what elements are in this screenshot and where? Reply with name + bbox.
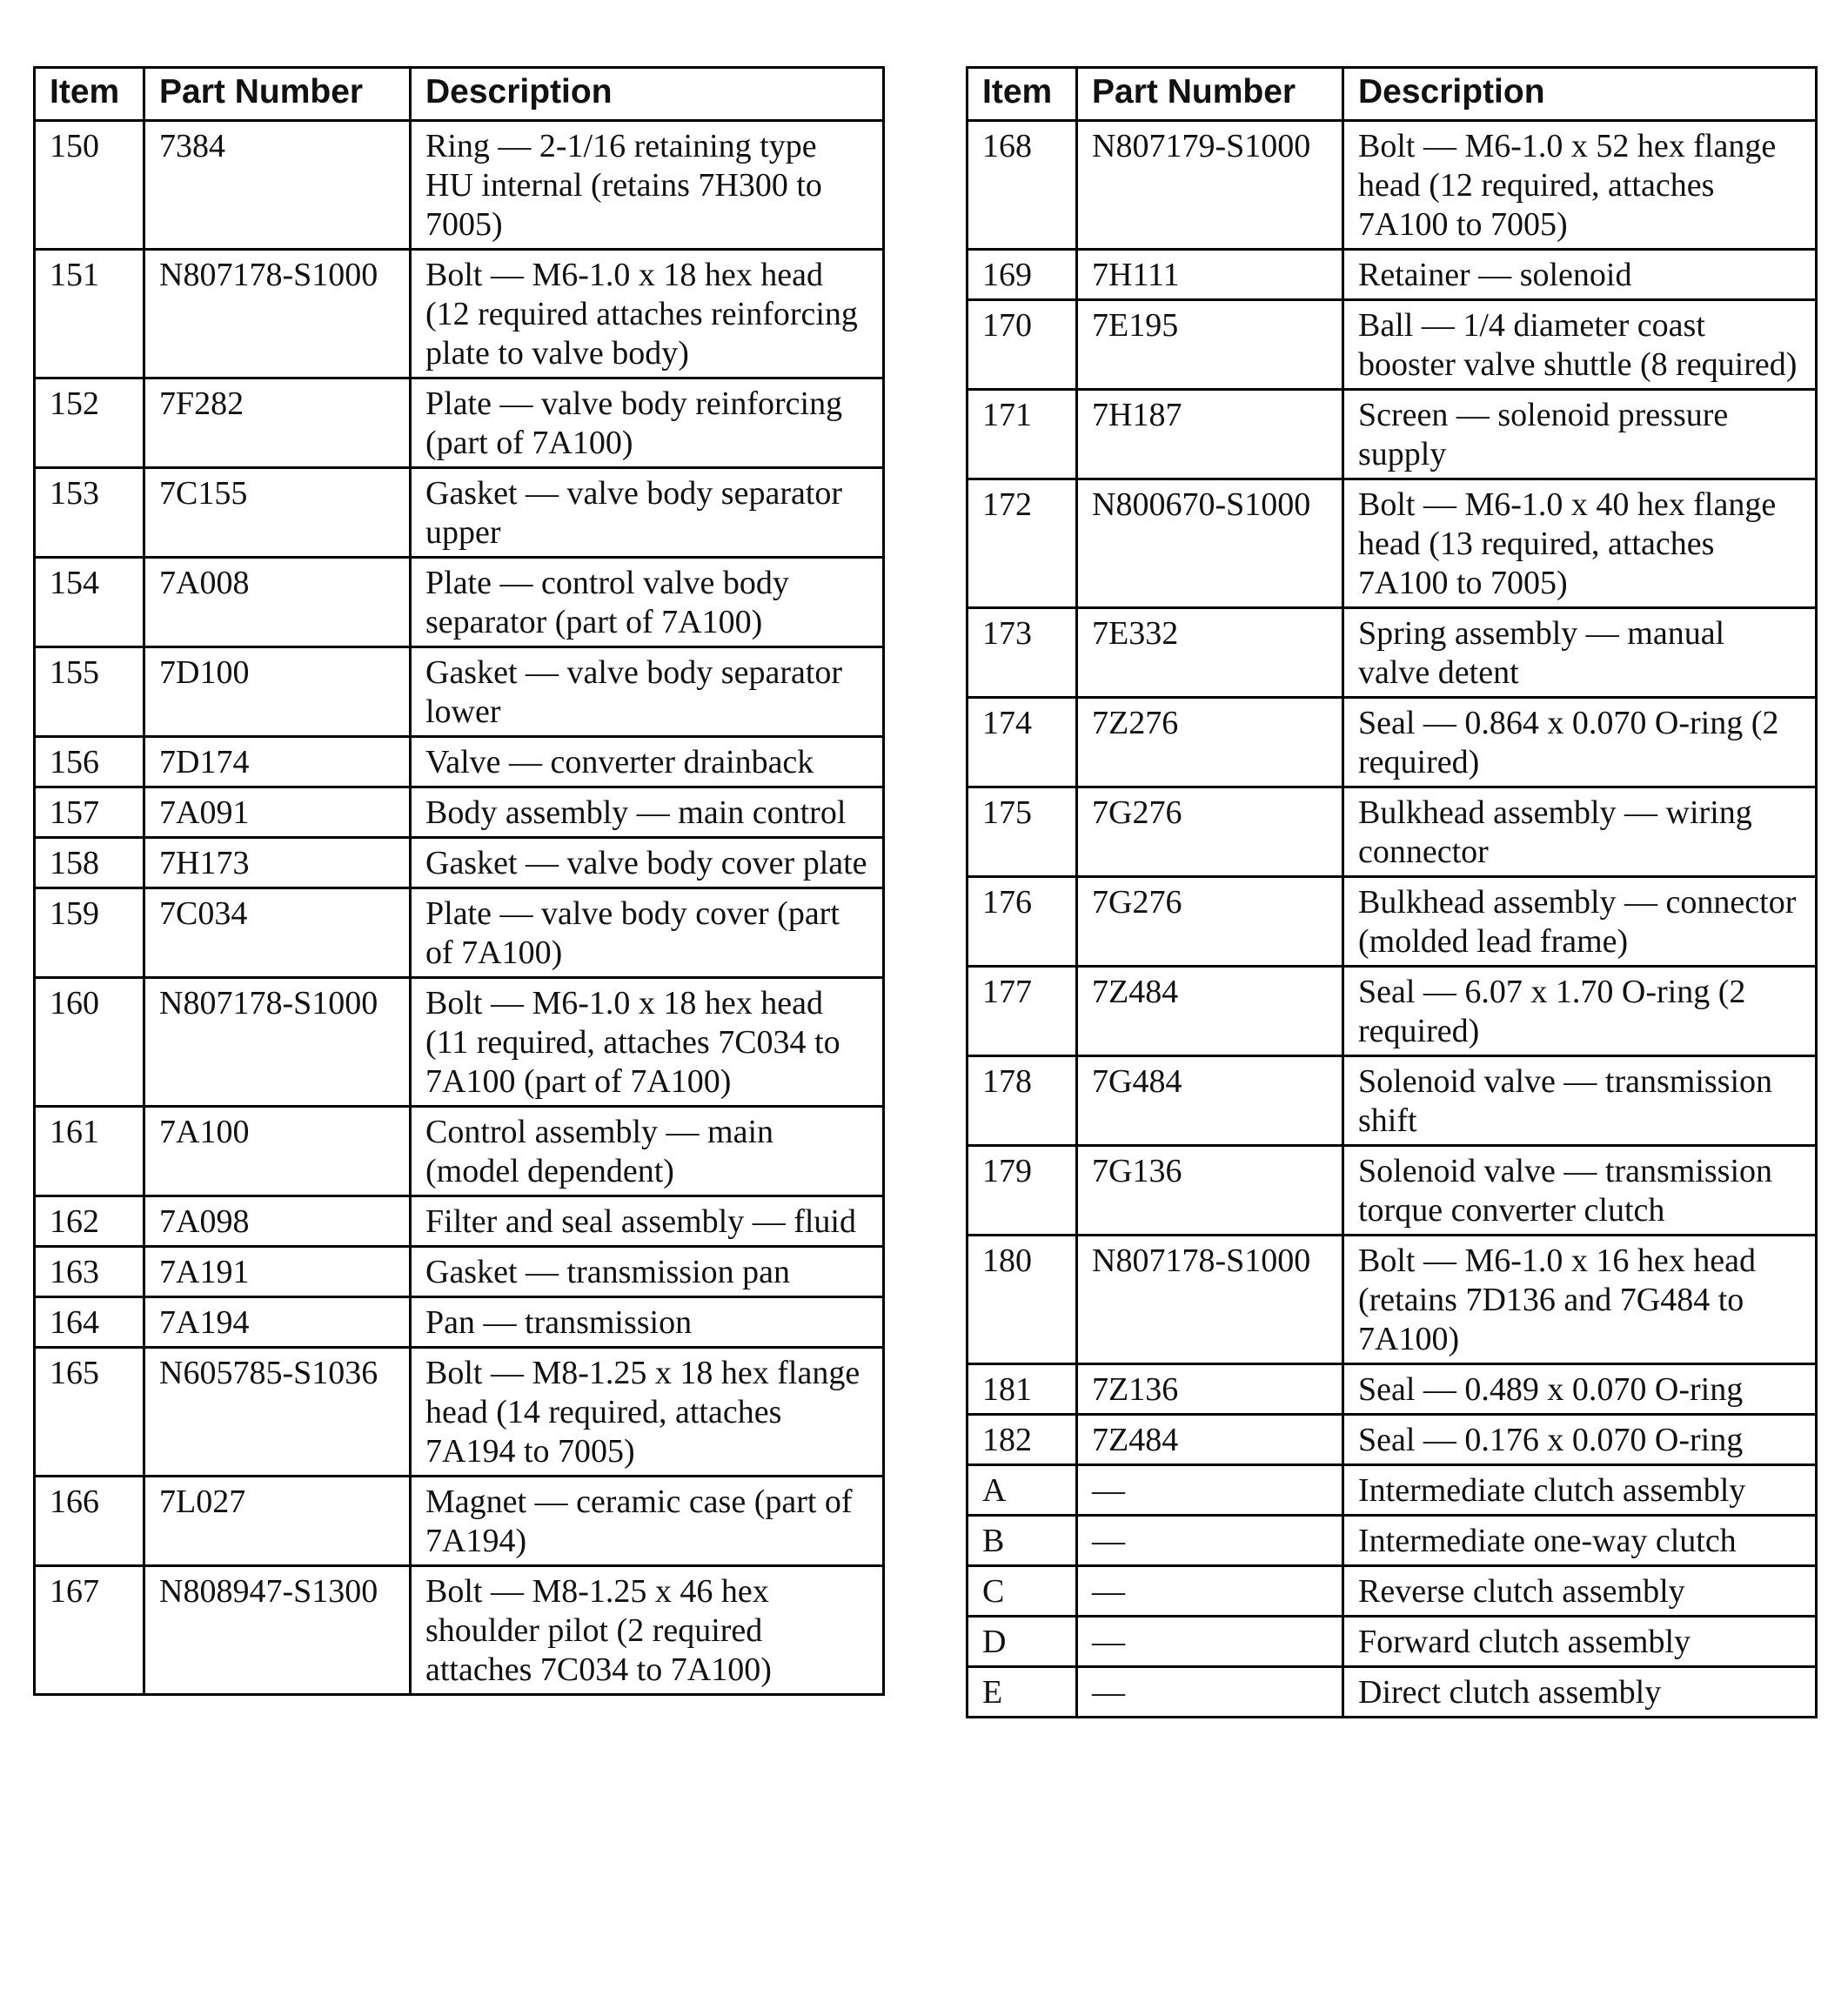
description-cell: Direct clutch assembly — [1343, 1667, 1817, 1718]
item-cell: 154 — [35, 558, 144, 647]
item-cell: D — [968, 1617, 1077, 1667]
part-number-cell: 7G484 — [1077, 1056, 1343, 1146]
part-number-cell: 7A091 — [144, 787, 411, 838]
table-row — [35, 737, 884, 787]
part-number-cell: N807178-S1000 — [144, 978, 411, 1107]
item-cell: 164 — [35, 1297, 144, 1348]
parts-table-right — [966, 66, 1818, 1718]
part-number-cell: 7H111 — [1077, 250, 1343, 300]
description-cell: Seal — 0.489 x 0.070 O-ring — [1343, 1364, 1817, 1415]
description-cell: Filter and seal assembly — fluid — [411, 1196, 884, 1247]
part-number-cell: 7F282 — [144, 378, 411, 468]
part-number-cell: — — [1077, 1617, 1343, 1667]
table-row — [35, 1348, 884, 1477]
part-number-cell: 7Z136 — [1077, 1364, 1343, 1415]
item-cell: 171 — [968, 390, 1077, 479]
table-row — [35, 250, 884, 378]
table-row — [968, 1146, 1817, 1236]
description-cell: Screen — solenoid pressure supply — [1343, 390, 1817, 479]
item-cell: 182 — [968, 1415, 1077, 1465]
table-row — [968, 250, 1817, 300]
part-number-cell: 7H187 — [1077, 390, 1343, 479]
item-cell: C — [968, 1566, 1077, 1617]
table-row — [968, 1415, 1817, 1465]
table-row — [968, 1516, 1817, 1566]
table-row — [968, 390, 1817, 479]
item-cell: 170 — [968, 300, 1077, 390]
description-cell: Gasket — valve body separator lower — [411, 647, 884, 737]
description-cell: Gasket — valve body cover plate — [411, 838, 884, 888]
part-number-cell: — — [1077, 1566, 1343, 1617]
part-number-cell: 7G136 — [1077, 1146, 1343, 1236]
item-cell: 151 — [35, 250, 144, 378]
part-number-cell: 7L027 — [144, 1477, 411, 1566]
table-row — [968, 1617, 1817, 1667]
part-number-cell: 7C034 — [144, 888, 411, 978]
table-row — [968, 877, 1817, 967]
part-number-cell: N808947-S1300 — [144, 1566, 411, 1695]
item-cell: 165 — [35, 1348, 144, 1477]
table-row — [968, 787, 1817, 877]
description-cell: Intermediate one-way clutch — [1343, 1516, 1817, 1566]
part-number-cell: 7Z276 — [1077, 698, 1343, 787]
table-row — [968, 1566, 1817, 1617]
table-row — [35, 1297, 884, 1348]
part-number-cell: N807179-S1000 — [1077, 121, 1343, 250]
item-cell: 160 — [35, 978, 144, 1107]
description-cell: Seal — 0.176 x 0.070 O-ring — [1343, 1415, 1817, 1465]
header-part-number: Part Number — [144, 68, 411, 121]
item-cell: E — [968, 1667, 1077, 1718]
description-cell: Bolt — M6-1.0 x 18 hex head (11 required, attaches 7C034 to 7A100 (part of 7A100) — [411, 978, 884, 1107]
header-row — [968, 68, 1817, 121]
description-cell: Solenoid valve — transmission torque converter clutch — [1343, 1146, 1817, 1236]
item-cell: 150 — [35, 121, 144, 250]
item-cell: 166 — [35, 1477, 144, 1566]
item-cell: 167 — [35, 1566, 144, 1695]
item-cell: 174 — [968, 698, 1077, 787]
table-row — [35, 558, 884, 647]
part-number-cell: 7C155 — [144, 468, 411, 558]
item-cell: 173 — [968, 608, 1077, 698]
header-row — [35, 68, 884, 121]
description-cell: Bulkhead assembly — wiring connector — [1343, 787, 1817, 877]
item-cell: 169 — [968, 250, 1077, 300]
description-cell: Bulkhead assembly — connector (molded lead frame) — [1343, 877, 1817, 967]
description-cell: Pan — transmission — [411, 1297, 884, 1348]
table-row — [35, 1107, 884, 1196]
table-row — [968, 1236, 1817, 1364]
table-row — [35, 838, 884, 888]
part-number-cell: N800670-S1000 — [1077, 479, 1343, 608]
part-number-cell: 7D174 — [144, 737, 411, 787]
description-cell: Forward clutch assembly — [1343, 1617, 1817, 1667]
table-row — [968, 1364, 1817, 1415]
item-cell: 163 — [35, 1247, 144, 1297]
table-row — [35, 647, 884, 737]
header-description: Description — [411, 68, 884, 121]
table-row — [35, 888, 884, 978]
item-cell: 153 — [35, 468, 144, 558]
item-cell: 157 — [35, 787, 144, 838]
table-row — [968, 300, 1817, 390]
part-number-cell: 7384 — [144, 121, 411, 250]
table-row — [968, 1056, 1817, 1146]
table-row — [968, 1465, 1817, 1516]
table-row — [35, 1196, 884, 1247]
item-cell: 181 — [968, 1364, 1077, 1415]
table-row — [35, 1566, 884, 1695]
item-cell: 162 — [35, 1196, 144, 1247]
table-row — [968, 479, 1817, 608]
part-number-cell: N807178-S1000 — [1077, 1236, 1343, 1364]
item-cell: 158 — [35, 838, 144, 888]
part-number-cell: 7H173 — [144, 838, 411, 888]
part-number-cell: 7D100 — [144, 647, 411, 737]
item-cell: 178 — [968, 1056, 1077, 1146]
table-row — [35, 787, 884, 838]
description-cell: Ring — 2-1/16 retaining type HU internal (retains 7H300 to 7005) — [411, 121, 884, 250]
part-number-cell: 7E195 — [1077, 300, 1343, 390]
description-cell: Bolt — M6-1.0 x 52 hex flange head (12 required, attaches 7A100 to 7005) — [1343, 121, 1817, 250]
item-cell: 159 — [35, 888, 144, 978]
table-row — [35, 121, 884, 250]
part-number-cell: 7G276 — [1077, 877, 1343, 967]
header-item: Item — [968, 68, 1077, 121]
description-cell: Plate — control valve body separator (part of 7A100) — [411, 558, 884, 647]
description-cell: Bolt — M6-1.0 x 40 hex flange head (13 required, attaches 7A100 to 7005) — [1343, 479, 1817, 608]
item-cell: 179 — [968, 1146, 1077, 1236]
description-cell: Gasket — transmission pan — [411, 1247, 884, 1297]
table-row — [968, 608, 1817, 698]
part-number-cell: 7A098 — [144, 1196, 411, 1247]
table-row — [35, 1477, 884, 1566]
table-row — [968, 1667, 1817, 1718]
description-cell: Plate — valve body cover (part of 7A100) — [411, 888, 884, 978]
item-cell: 176 — [968, 877, 1077, 967]
description-cell: Ball — 1/4 diameter coast booster valve shuttle (8 required) — [1343, 300, 1817, 390]
item-cell: 175 — [968, 787, 1077, 877]
header-description: Description — [1343, 68, 1817, 121]
description-cell: Retainer — solenoid — [1343, 250, 1817, 300]
description-cell: Solenoid valve — transmission shift — [1343, 1056, 1817, 1146]
table-row — [968, 698, 1817, 787]
description-cell: Plate — valve body reinforcing (part of 7A100) — [411, 378, 884, 468]
description-cell: Control assembly — main (model dependent) — [411, 1107, 884, 1196]
table-row — [35, 978, 884, 1107]
header-part-number: Part Number — [1077, 68, 1343, 121]
table-row — [968, 967, 1817, 1056]
item-cell: 152 — [35, 378, 144, 468]
item-cell: 172 — [968, 479, 1077, 608]
part-number-cell: 7Z484 — [1077, 1415, 1343, 1465]
item-cell: 180 — [968, 1236, 1077, 1364]
part-number-cell: 7A008 — [144, 558, 411, 647]
part-number-cell: 7E332 — [1077, 608, 1343, 698]
table-row — [35, 378, 884, 468]
item-cell: 161 — [35, 1107, 144, 1196]
part-number-cell: 7A191 — [144, 1247, 411, 1297]
item-cell: A — [968, 1465, 1077, 1516]
header-item: Item — [35, 68, 144, 121]
description-cell: Valve — converter drainback — [411, 737, 884, 787]
description-cell: Gasket — valve body separator upper — [411, 468, 884, 558]
item-cell: 177 — [968, 967, 1077, 1056]
part-number-cell: N605785-S1036 — [144, 1348, 411, 1477]
part-number-cell: N807178-S1000 — [144, 250, 411, 378]
part-number-cell: — — [1077, 1465, 1343, 1516]
table-row — [35, 1247, 884, 1297]
description-cell: Intermediate clutch assembly — [1343, 1465, 1817, 1516]
description-cell: Magnet — ceramic case (part of 7A194) — [411, 1477, 884, 1566]
description-cell: Spring assembly — manual valve detent — [1343, 608, 1817, 698]
description-cell: Body assembly — main control — [411, 787, 884, 838]
part-number-cell: 7A194 — [144, 1297, 411, 1348]
description-cell: Bolt — M6-1.0 x 18 hex head (12 required attaches reinforcing plate to valve body) — [411, 250, 884, 378]
item-cell: 168 — [968, 121, 1077, 250]
part-number-cell: — — [1077, 1667, 1343, 1718]
description-cell: Bolt — M8-1.25 x 18 hex flange head (14 required, attaches 7A194 to 7005) — [411, 1348, 884, 1477]
description-cell: Bolt — M6-1.0 x 16 hex head (retains 7D136 and 7G484 to 7A100) — [1343, 1236, 1817, 1364]
parts-table-left — [33, 66, 885, 1696]
description-cell: Seal — 0.864 x 0.070 O-ring (2 required) — [1343, 698, 1817, 787]
table-row — [35, 468, 884, 558]
item-cell: 156 — [35, 737, 144, 787]
description-cell: Seal — 6.07 x 1.70 O-ring (2 required) — [1343, 967, 1817, 1056]
part-number-cell: 7Z484 — [1077, 967, 1343, 1056]
part-number-cell: — — [1077, 1516, 1343, 1566]
item-cell: 155 — [35, 647, 144, 737]
table-row — [968, 121, 1817, 250]
description-cell: Reverse clutch assembly — [1343, 1566, 1817, 1617]
part-number-cell: 7A100 — [144, 1107, 411, 1196]
part-number-cell: 7G276 — [1077, 787, 1343, 877]
description-cell: Bolt — M8-1.25 x 46 hex shoulder pilot (2 required attaches 7C034 to 7A100) — [411, 1566, 884, 1695]
item-cell: B — [968, 1516, 1077, 1566]
